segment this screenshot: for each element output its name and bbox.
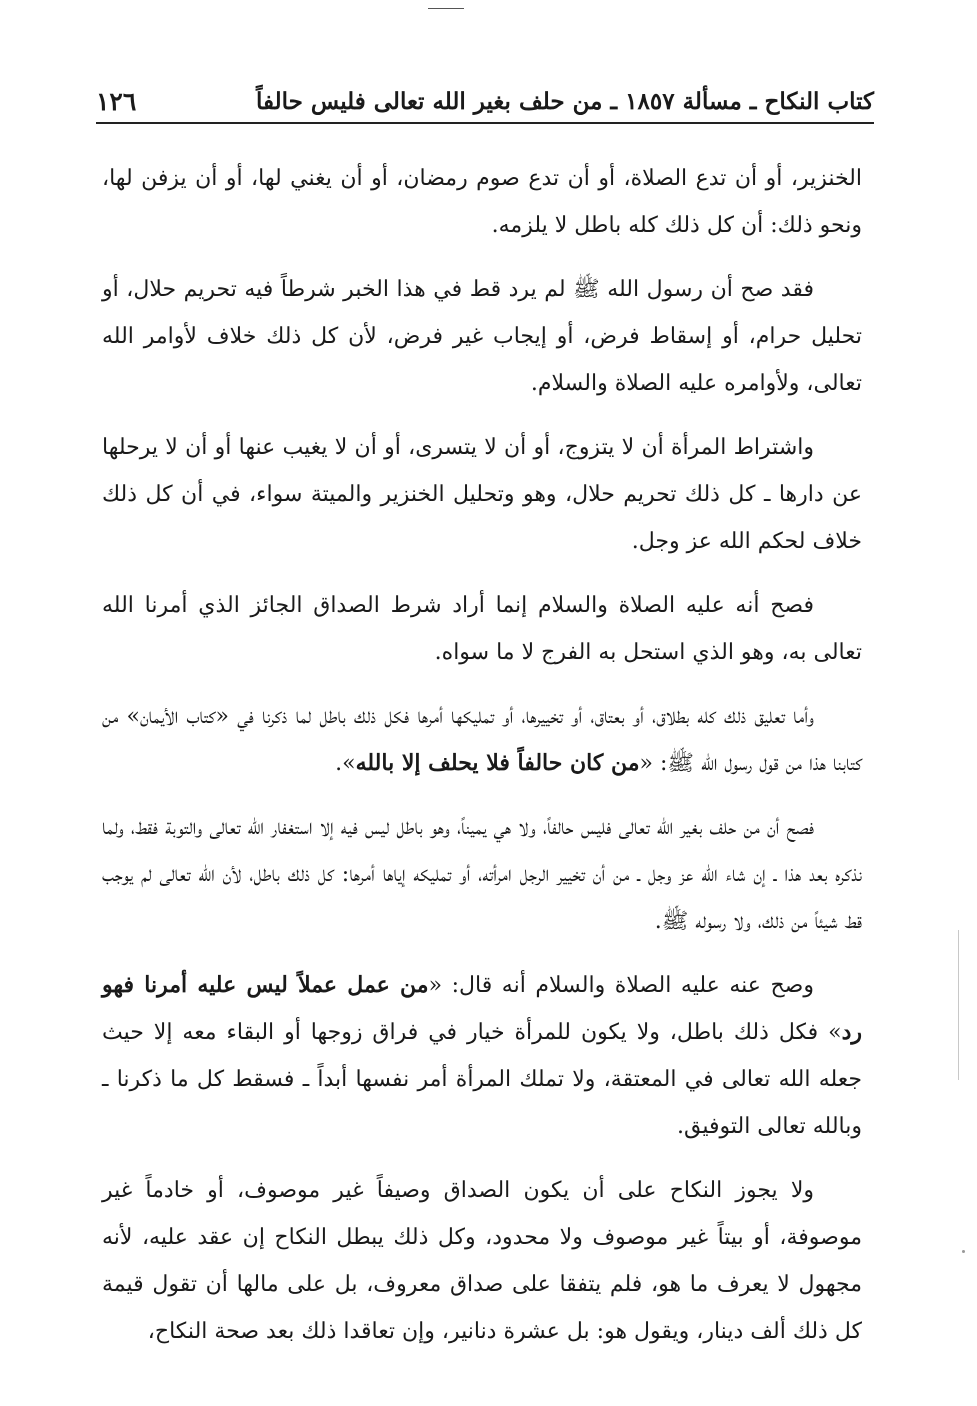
paragraph-rejected-deed <box>102 962 862 1150</box>
paragraph-oath-by-other: فصح أن من حلف بغير الله تعالى فليس حالفاً، ولا هي يميناً، وهو باطل ليس فيه إلا استغفار الله تعالى والتوبة فقط، ولما نذكره بعد هذا ـ إن شاء الله عز وجل ـ من أن تخيير الرجل امرأته، أو تمليكه إياها أمرها: كل ذلك باطل، لأن الله تعالى لم يوجب قط شيئاً من ذلك، ولا رسوله ﷺ. <box>102 815 862 934</box>
page-body <box>102 155 862 1372</box>
paragraph-text: ». <box>335 751 356 776</box>
page-number: ١٢٦ <box>96 86 137 116</box>
hadith-quote: من كان حالفاً فلا يحلف إلا بالله <box>355 750 640 776</box>
paragraph-text: وصح عنه عليه الصلاة والسلام أنه قال: « <box>428 973 814 998</box>
paragraph-continuation: الخنزير، أو أن تدع الصلاة، أو أن تدع صوم رمضان، أو أن يغني لها، أو أن يزفن لها، ونحو ذلك: أن كل ذلك كله باطل لا يلزمه. <box>102 166 862 238</box>
scan-edge-mark <box>428 8 464 9</box>
paragraph-text: » فكل ذلك باطل، ولا يكون للمرأة خيار في فراق زوجها أو البقاء معه إلا حيث جعله الله تعالى في المعتقة، ولا تملك المرأة أمر نفسها أبداً ـ فسقط كل ما ذكرنا ـ وبالله تعالى التوفيق. <box>102 1020 862 1139</box>
page-header <box>96 80 874 124</box>
hadith-quote: من عمل عملاً ليس عليه أمرنا فهو رد <box>102 972 862 1045</box>
paragraph-woman-conditions: واشتراط المرأة أن لا يتزوج، أو أن لا يتسرى، أو أن لا يغيب عنها أو أن لا يرحلها عن دارها ـ كل ذلك تحريم حلال، وهو وتحليل الخنزير والميتة سواء، في أن كل ذلك خلاف لحكم الله عز وجل. <box>102 435 862 554</box>
paragraph-text: وأما تعليق ذلك كله بطلاق، أو بعتاق، أو تخييرها، أو تمليكها أمرها فكل ذلك باطل لما ذكرنا في «كتاب الأيمان» من كتابنا هذا من قول رسول الله ﷺ: « <box>102 704 862 776</box>
scan-margin-line <box>958 930 959 1080</box>
scan-speck <box>962 1250 965 1253</box>
paragraph-sound-hadith: فقد صح أن رسول الله ﷺ لم يرد قط في هذا الخبر شرطاً فيه تحريم حلال، أو تحليل حرام، أو إسقاط فرض، أو إيجاب غير فرض، لأن كل ذلك خلاف لأوامر الله تعالى، ولأوامره عليه الصلاة والسلام. <box>102 277 862 396</box>
paragraph-conditional-divorce <box>102 693 862 787</box>
paragraph-lawful-dower: فصح أنه عليه الصلاة والسلام إنما أراد شرط الصداق الجائز الذي أمرنا الله تعالى به، وهو الذي استحل به الفرج لا ما سواه. <box>102 593 862 665</box>
paragraph-unspecified-dower: ولا يجوز النكاح على أن يكون الصداق وصيفاً غير موصوف، أو خادماً غير موصوفة، أو بيتاً غير موصوف ولا محدود، وكل ذلك يبطل النكاح إن عقد عليه، لأنه مجهول لا يعرف ما هو، فلم يتفقا على صداق معروف، بل على مالها أن تقول قيمة كل ذلك ألف دينار، ويقول هو: بل عشرة دنانير، وإن تعاقدا ذلك بعد صحة النكاح، <box>102 1178 862 1344</box>
running-title: كتاب النكاح ـ مسألة ١٨٥٧ ـ من حلف بغير الله تعالى فليس حالفاً <box>256 87 874 115</box>
